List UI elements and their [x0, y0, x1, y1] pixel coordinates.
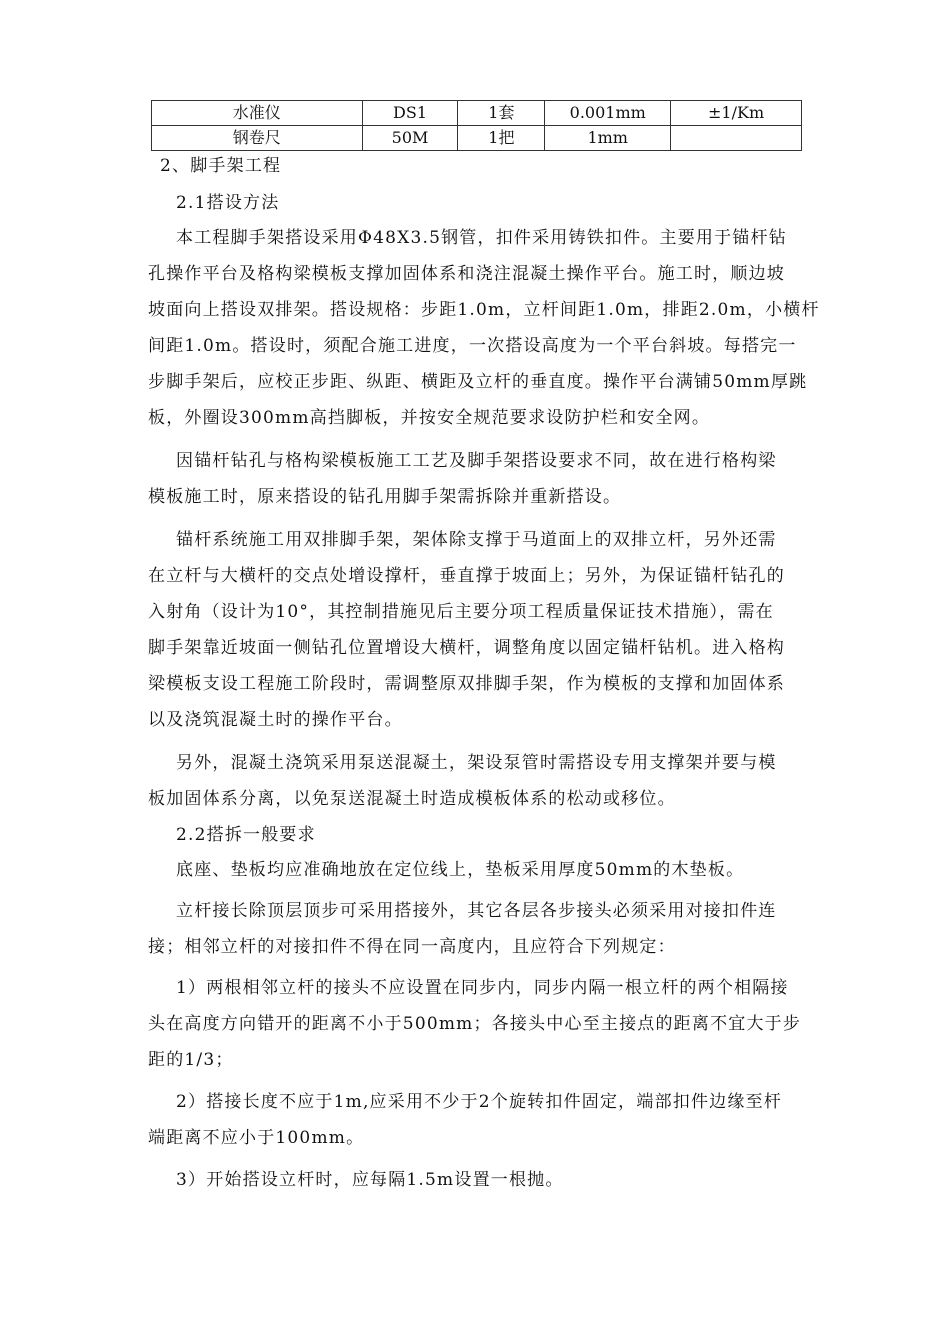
list-item: 2）搭接长度不应于1m,应采用不少于2个旋转扣件固定，端部扣件边缘至杆 [176, 1092, 782, 1112]
paragraph-line: 底座、垫板均应准确地放在定位线上，垫板采用厚度50mm的木垫板。 [176, 860, 745, 880]
paragraph-line: 步脚手架后，应校正步距、纵距、横距及立杆的垂直度。操作平台满铺50mm厚跳 [148, 372, 808, 392]
table-cell: ±1/Km [671, 101, 802, 126]
paragraph-line: 模板施工时，原来搭设的钻孔用脚手架需拆除并重新搭设。 [148, 487, 622, 507]
table-cell: 1把 [458, 126, 545, 151]
paragraph-line: 立杆接长除顶层顶步可采用搭接外，其它各层各步接头必须采用对接扣件连 [176, 901, 777, 921]
table-cell: 1套 [458, 101, 545, 126]
subsection-heading: 2.1搭设方法 [176, 193, 280, 213]
table-cell: 钢卷尺 [152, 126, 363, 151]
paragraph-line: 锚杆系统施工用双排脚手架，架体除支撑于马道面上的双排立杆，另外还需 [176, 530, 777, 550]
table-cell: 1mm [545, 126, 671, 151]
paragraph-line: 坡面向上搭设双排架。搭设规格：步距1.0m，立杆间距1.0m，排距2.0m，小横杆 [148, 300, 820, 320]
paragraph-line: 本工程脚手架搭设采用Φ48X3.5钢管，扣件采用铸铁扣件。主要用于锚杆钻 [176, 228, 787, 248]
list-item: 3）开始搭设立杆时，应每隔1.5m设置一根抛。 [176, 1170, 564, 1190]
list-item: 头在高度方向错开的距离不小于500mm；各接头中心至主接点的距离不宜大于步 [148, 1014, 802, 1034]
list-item: 距的1/3； [148, 1050, 234, 1070]
paragraph-line: 接；相邻立杆的对接扣件不得在同一高度内，且应符合下列规定： [148, 937, 676, 957]
paragraph-line: 脚手架靠近坡面一侧钻孔位置增设大横杆，调整角度以固定锚杆钻机。进入格构 [148, 638, 785, 658]
table-row [152, 126, 802, 151]
paragraph-line: 孔操作平台及格构梁模板支撑加固体系和浇注混凝土操作平台。施工时，顺边坡 [148, 264, 785, 284]
paragraph-line: 因锚杆钻孔与格构梁模板施工工艺及脚手架搭设要求不同，故在进行格构梁 [176, 451, 777, 471]
equipment-table [151, 100, 802, 151]
subsection-heading: 2.2搭拆一般要求 [176, 825, 316, 845]
paragraph-line: 以及浇筑混凝土时的操作平台。 [148, 710, 403, 730]
paragraph-line: 板，外圈设300mm高挡脚板，并按安全规范要求设防护栏和安全网。 [148, 408, 711, 428]
table-row [152, 101, 802, 126]
paragraph-line: 板加固体系分离，以免泵送混凝土时造成模板体系的松动或移位。 [148, 789, 676, 809]
table-cell: 50M [362, 126, 458, 151]
table-cell: 水准仪 [152, 101, 363, 126]
paragraph-line: 梁模板支设工程施工阶段时，需调整原双排脚手架，作为模板的支撑和加固体系 [148, 674, 785, 694]
table-cell: 0.001mm [545, 101, 671, 126]
table-cell: DS1 [362, 101, 458, 126]
section-heading: 2、脚手架工程 [160, 156, 282, 176]
paragraph-line: 入射角（设计为10°，其控制措施见后主要分项工程质量保证技术措施），需在 [148, 602, 774, 622]
paragraph-line: 间距1.0m。搭设时，须配合施工进度，一次搭设高度为一个平台斜坡。每搭完一 [148, 336, 797, 356]
paragraph-line: 另外，混凝土浇筑采用泵送混凝土，架设泵管时需搭设专用支撑架并要与模 [176, 753, 777, 773]
list-item: 端距离不应小于100mm。 [148, 1128, 365, 1148]
list-item: 1）两根相邻立杆的接头不应设置在同步内，同步内隔一根立杆的两个相隔接 [176, 978, 789, 998]
table-cell [671, 126, 802, 151]
paragraph-line: 在立杆与大横杆的交点处增设撑杆，垂直撑于坡面上；另外，为保证锚杆钻孔的 [148, 566, 785, 586]
